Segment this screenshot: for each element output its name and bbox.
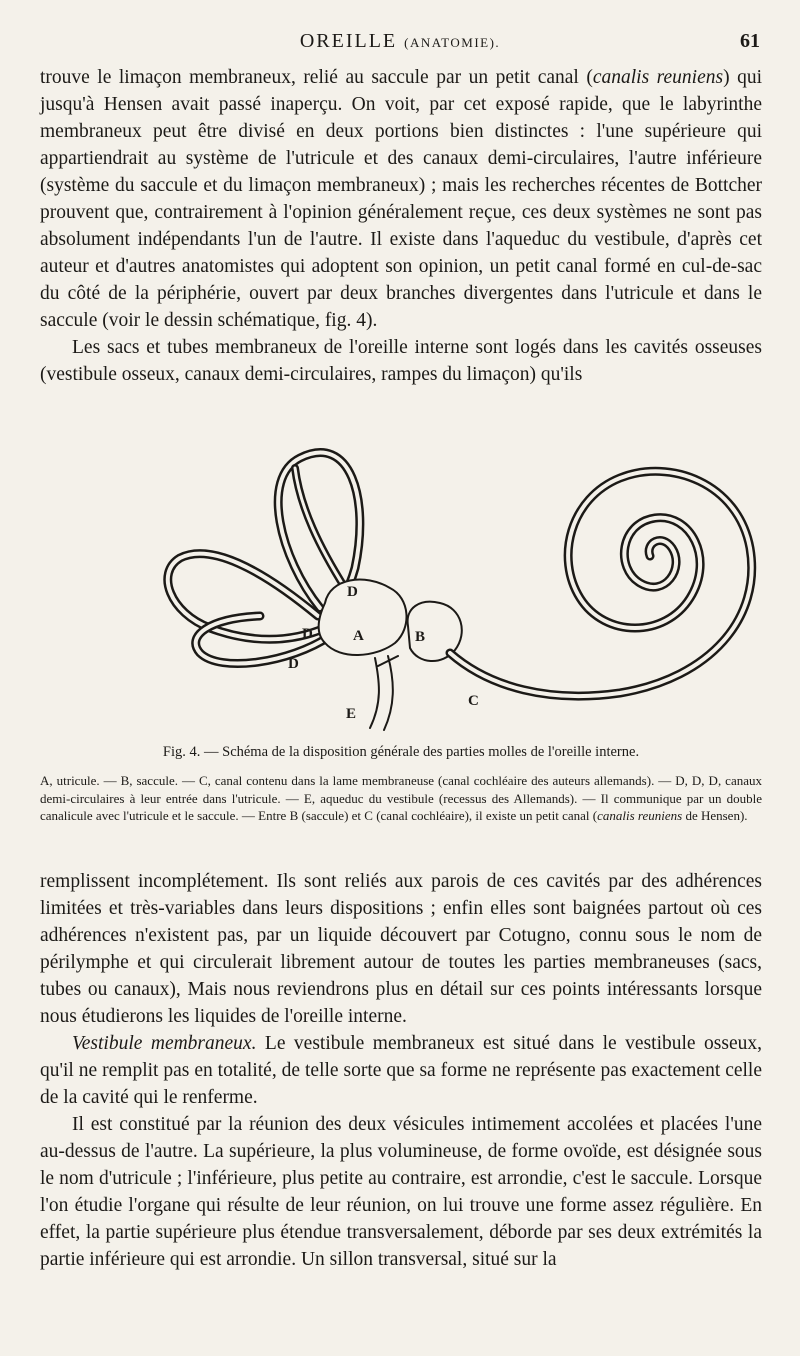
body-text-bottom (40, 868, 762, 1273)
running-title (40, 30, 760, 53)
legend-run: de Hensen). (682, 808, 748, 823)
text-run: remplissent incomplétement. Ils sont reliés aux parois de ces cavités par des adhérences limitées et très-variables dans leurs dispositions ; enfin elles sont baignées partout où ces adhérences n'existent pas, par un liquide découvert par Cotugno, connu sous le nom de périlymphe et qui circulerait librement autour de toutes les parties membraneuses (sacs, tubes ou canaux), Mais nous reviendrons plus en détail sur ces points intéressants lorsque nous étudierons les liquides de l'oreille interne. (40, 871, 762, 1027)
vestibular-aqueduct (370, 656, 398, 730)
paragraph (40, 64, 762, 334)
cochlear-duct (450, 471, 752, 696)
paragraph (40, 334, 762, 388)
paragraph (40, 1111, 762, 1273)
label-D-lower: D (288, 656, 299, 672)
running-title-sub: (ANATOMIE). (404, 35, 501, 50)
page-number: 61 (740, 30, 760, 52)
text-run: canalis reuniens (592, 67, 724, 88)
text-run: Il est constitué par la réunion des deux vésicules intimement accolées et placées l'une au-dessus de l'autre. La supérieure, la plus volumineuse, de forme ovoïde, est désignée sous le nom d'utricule ; l'inférieure, plus petite au contraire, est arrondie, c'est le saccule. Lorsque l'on étudie l'organe qui résulte de leur réunion, on lui trouve une forme assez régulière. En effet, la partie supérieure plus étendue transversalement, déborde par ses deux extrémités la partie inférieure qui est arrondie. Un sillon transversal, situé sur la (40, 1114, 762, 1270)
text-run: Vestibule membraneux. (72, 1033, 257, 1054)
legend-run: canalis reuniens (597, 808, 683, 823)
text-run: Le vestibule membraneux est situé dans le vestibule osseux, qu'il ne remplit pas en totalité, de telle sorte que sa forme ne représente pas exactement celle de la cavité qui le renferme. (40, 1033, 762, 1108)
label-D-middle: D (302, 626, 313, 642)
running-head (40, 30, 760, 58)
figure-4 (150, 438, 770, 738)
label-D-upper: D (347, 584, 358, 600)
text-run: trouve le limaçon membraneux, relié au saccule par un petit canal ( (40, 67, 593, 88)
running-title-main: OREILLE (299, 30, 398, 52)
figure-legend (40, 772, 762, 825)
text-run: ) qui jusqu'à Hensen avait passé inaperçu. On voit, par cet exposé rapide, que le labyrinthe membraneux peut être divisé en deux portions bien distinctes : l'une supérieure qui appartiendrait au système de l'utricule et des canaux demi-circulaires, l'autre inférieure (système du saccule et du limaçon membraneux) ; mais les recherches récentes de Bottcher prouvent que, contrairement à l'opinion généralement reçue, ces deux systèmes ne sont pas absolument indépendants l'un de l'autre. Il existe dans l'aqueduc du vestibule, d'après cet auteur et d'autres anatomistes qui adoptent son opinion, un petit canal formé en cul-de-sac du côté de la périphérie, ouvert par deux branches divergentes dans l'utricule et dans le saccule (voir le dessin schématique, fig. 4). (40, 67, 762, 331)
figure-caption: Fig. 4. — Schéma de la disposition générale des parties molles de l'oreille interne. (162, 744, 640, 760)
paragraph (40, 1030, 762, 1111)
label-B: B (415, 629, 426, 645)
paragraph (40, 868, 762, 1030)
legend-run: A, utricule. — B, saccule. — C, canal contenu dans la lame membraneuse (canal cochléaire des auteurs allemands). — D, D, D, canaux demi-circulaires à leur entrée dans l'utricule. — E, aqueduc du vestibule (recessus des Allemands). — Il communique par un double canalicule avec l'utricule et le saccule. — Entre B (saccule) et C (canal cochléaire), il existe un petit canal ( (40, 773, 762, 823)
inner-ear-diagram (150, 438, 770, 738)
text-run: Les sacs et tubes membraneux de l'oreille interne sont logés dans les cavités osseuses (vestibule osseux, canaux demi-circulaires, rampes du limaçon) qu'ils (40, 337, 762, 385)
label-C: C (468, 693, 479, 709)
label-A: A (353, 628, 364, 644)
label-E: E (346, 706, 357, 722)
body-text-top (40, 64, 762, 388)
